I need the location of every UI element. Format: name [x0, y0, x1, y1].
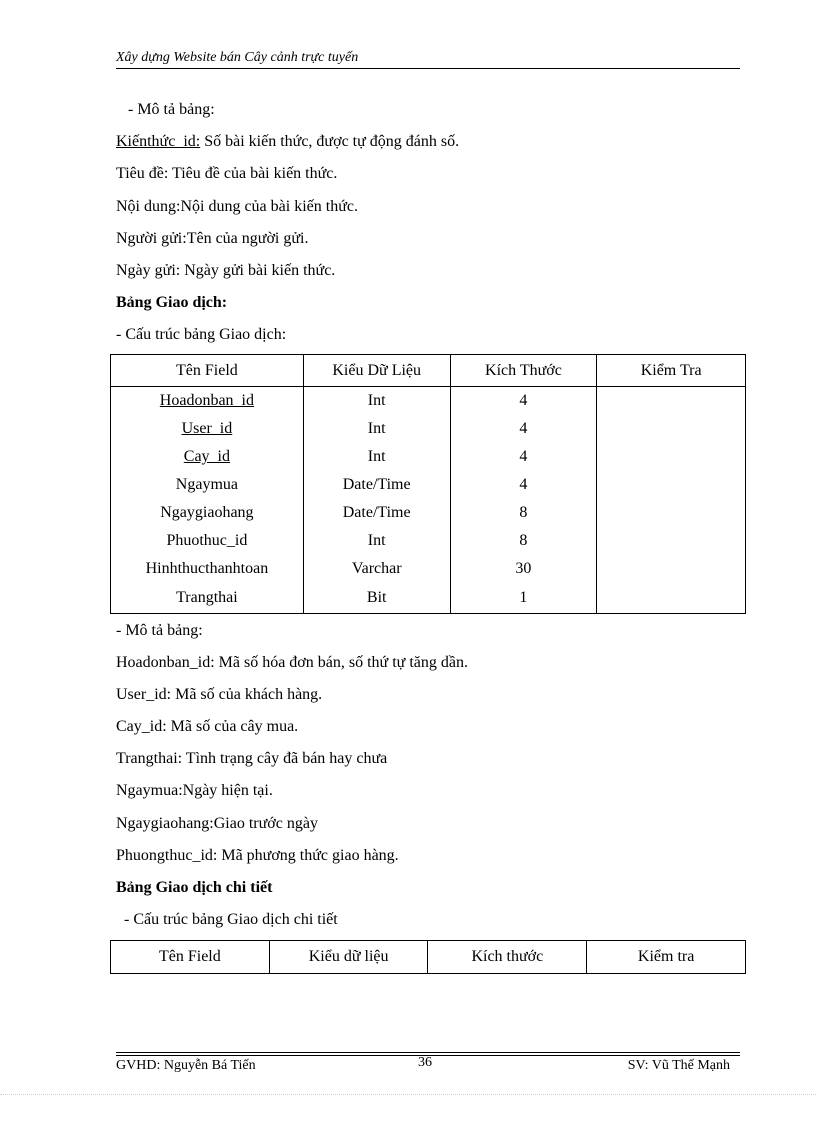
desc-line: Ngaygiaohang:Giao trước ngày: [116, 815, 318, 832]
desc-line: Cay_id: Mã số của cây mua.: [116, 718, 299, 735]
desc-line: Trangthai: Tình trạng cây đã bán hay chưa: [116, 750, 388, 767]
desc-line: Phuongthuc_id: Mã phương thức giao hàng.: [116, 847, 399, 864]
desc-line: [116, 133, 459, 151]
field-cell: Cay_id: [111, 443, 304, 471]
struct-heading-giao-dich-chi-tiet: - Cấu trúc bảng Giao dịch chi tiết: [116, 911, 338, 928]
check-cell: [597, 415, 746, 443]
desc-line: User_id: Mã số của khách hàng.: [116, 686, 323, 703]
col-header: Kiểu Dữ Liệu: [303, 355, 450, 387]
type-cell: Int: [303, 443, 450, 471]
table-row: [111, 387, 746, 416]
type-cell: Bit: [303, 583, 450, 614]
type-cell: Int: [303, 527, 450, 555]
size-cell: 1: [450, 583, 597, 614]
check-cell: [597, 527, 746, 555]
size-cell: 4: [450, 387, 597, 416]
field-cell: Hinhthucthanhtoan: [111, 555, 304, 583]
section-title-giao-dich-chi-tiet: Bảng Giao dịch chi tiết: [116, 879, 273, 896]
desc-line: Ngaymua:Ngày hiện tại.: [116, 782, 273, 799]
size-cell: 30: [450, 555, 597, 583]
field-cell: Trangthai: [111, 583, 304, 614]
size-cell: 4: [450, 471, 597, 499]
size-cell: 4: [450, 443, 597, 471]
table-header-row: [111, 941, 746, 974]
col-header: Tên Field: [111, 941, 270, 974]
desc-line: Người gửi:Tên của người gửi.: [116, 230, 309, 247]
desc-line: Hoadonban_id: Mã số hóa đơn bán, số thứ tự tăng dần.: [116, 654, 468, 671]
field-name: Kiếnthức_id:: [116, 133, 201, 150]
desc-heading-2: - Mô tả bảng:: [116, 622, 203, 639]
footer-advisor: GVHD: Nguyễn Bá Tiến: [116, 1058, 256, 1073]
check-cell: [597, 583, 746, 614]
col-header: Kích thước: [428, 941, 587, 974]
table-row: [111, 471, 746, 499]
type-cell: Int: [303, 387, 450, 416]
header-divider: [116, 68, 740, 69]
check-cell: [597, 471, 746, 499]
field-cell: Ngaygiaohang: [111, 499, 304, 527]
footer-divider: [116, 1052, 740, 1053]
check-cell: [597, 443, 746, 471]
field-cell: Phuothuc_id: [111, 527, 304, 555]
size-cell: 4: [450, 415, 597, 443]
type-cell: Varchar: [303, 555, 450, 583]
giao-dich-table: [110, 354, 746, 614]
table-row: [111, 499, 746, 527]
table-row: [111, 555, 746, 583]
table-row: [111, 583, 746, 614]
col-header: Tên Field: [111, 355, 304, 387]
field-desc: Số bài kiến thức, được tự động đánh số.: [200, 133, 460, 150]
desc-heading-1: - Mô tả bảng:: [128, 101, 215, 118]
table-row: [111, 415, 746, 443]
col-header: Kiểm Tra: [597, 355, 746, 387]
page-number: 36: [418, 1055, 432, 1070]
col-header: Kích Thước: [450, 355, 597, 387]
field-cell: Ngaymua: [111, 471, 304, 499]
desc-line: Tiêu đề: Tiêu đề của bài kiến thức.: [116, 165, 338, 182]
giao-dich-chi-tiet-table: [110, 940, 746, 974]
col-header: Kiểm tra: [587, 941, 746, 974]
section-title-giao-dich: Bảng Giao dịch:: [116, 294, 228, 311]
desc-line: Nội dung:Nội dung của bài kiến thức.: [116, 198, 358, 215]
page-edge: [0, 1094, 816, 1095]
col-header: Kiểu dữ liệu: [269, 941, 428, 974]
page-header-title: Xây dựng Website bán Cây cảnh trực tuyến: [116, 50, 359, 65]
desc-line: Ngày gửi: Ngày gửi bài kiến thức.: [116, 262, 336, 279]
size-cell: 8: [450, 499, 597, 527]
table-row: [111, 527, 746, 555]
table-row: [111, 443, 746, 471]
check-cell: [597, 387, 746, 416]
type-cell: Date/Time: [303, 471, 450, 499]
type-cell: Date/Time: [303, 499, 450, 527]
field-cell: User_id: [111, 415, 304, 443]
size-cell: 8: [450, 527, 597, 555]
table-header-row: [111, 355, 746, 387]
struct-heading-giao-dich: - Cấu trúc bảng Giao dịch:: [116, 326, 287, 343]
check-cell: [597, 555, 746, 583]
field-cell: Hoadonban_id: [111, 387, 304, 416]
type-cell: Int: [303, 415, 450, 443]
check-cell: [597, 499, 746, 527]
footer-student: SV: Vũ Thế Mạnh: [627, 1058, 730, 1073]
